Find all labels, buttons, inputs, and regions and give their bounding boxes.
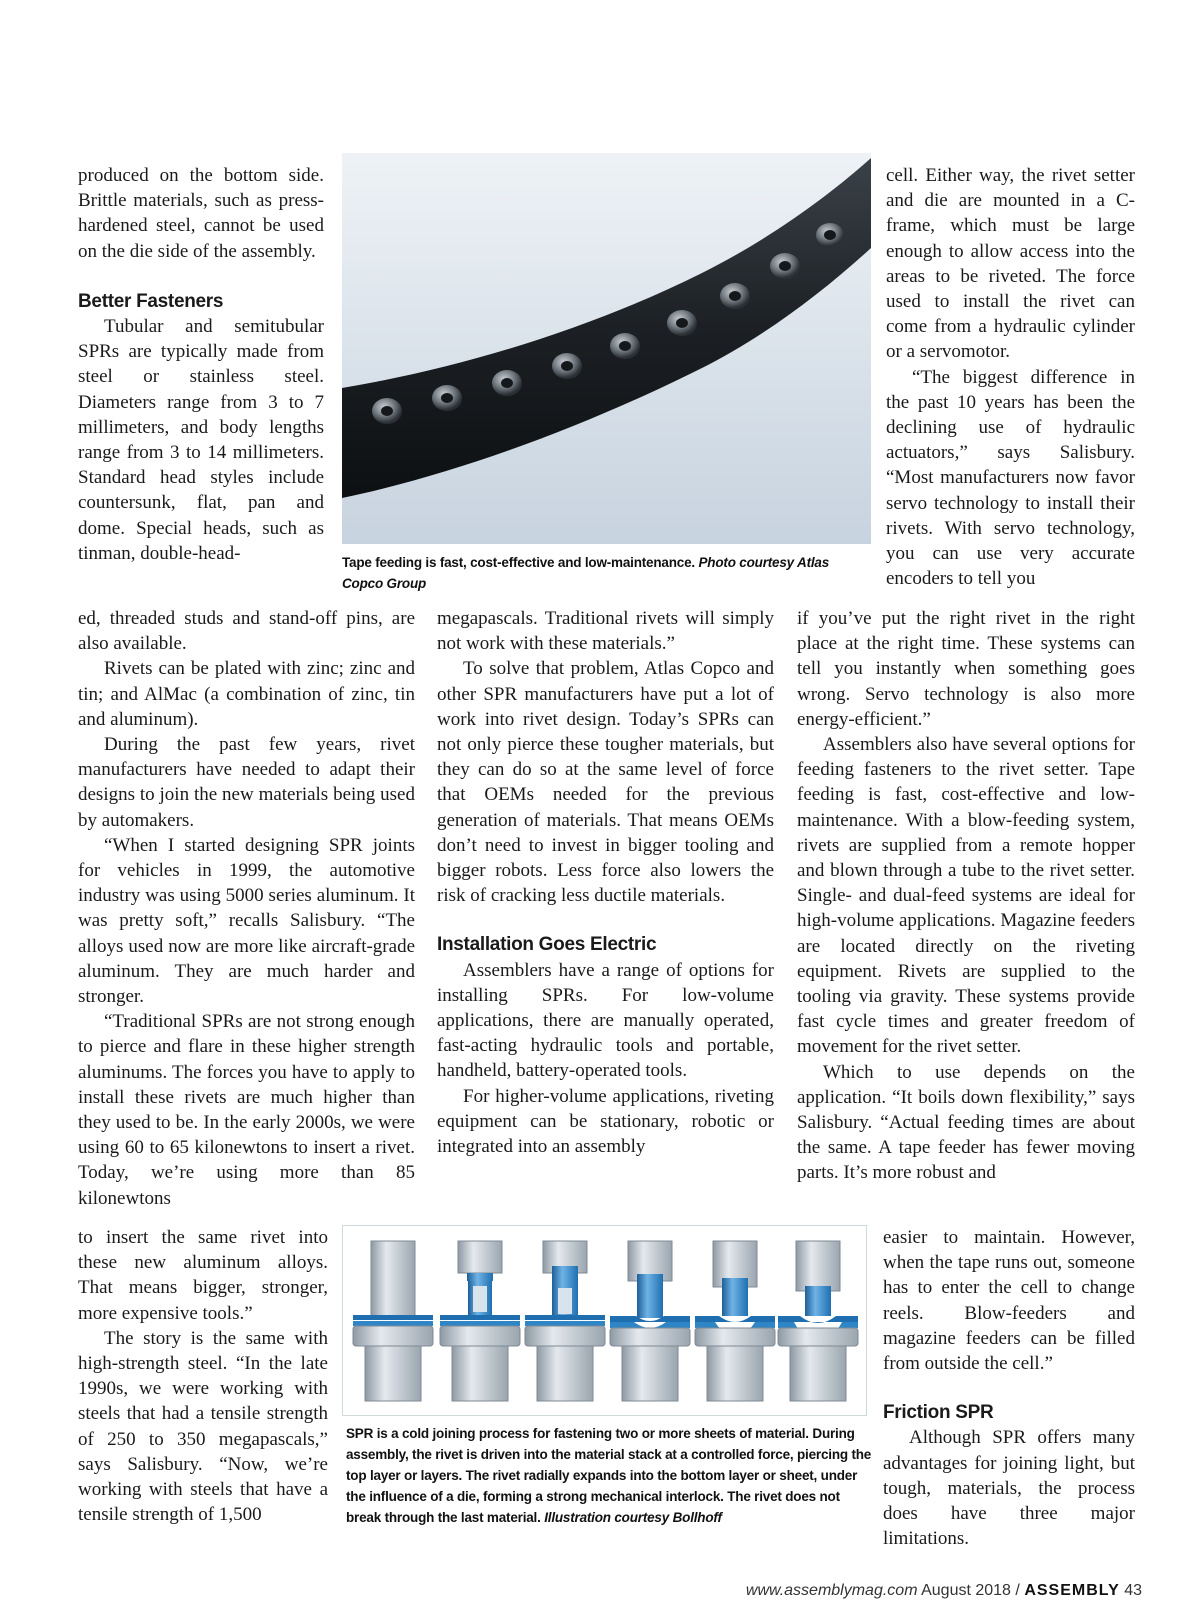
spr-diagram-icon [343,1226,866,1415]
body-paragraph: “When I started designing SPR joints for vehicles in 1999, the automotive industry was using 5000 series aluminum. It was pretty soft,” recalls Salisbury. “The alloys used now are more like aircraft-grade aluminum. They are much harder and stronger. [78,834,415,1008]
body-paragraph: if you’ve put the right rivet in the right place at the right time. These systems can tell you instantly when something goes wrong. Servo technology is also more energy-efficient.” [797,608,1135,730]
stage-4 [610,1241,690,1401]
body-paragraph: “Traditional SPRs are not strong enough to pierce and flare in these higher strength aluminums. The forces you have to apply to install these rivets are much higher than they used to be. In the early 2000s, we were using 60 to 65 kilonewtons to insert a rivet. Today, we’re using more than 85 kilonewtons [78,1011,415,1209]
column1-top [78,163,324,566]
column3-middle [797,606,1135,1186]
body-paragraph: To solve that problem, Atlas Copco and other SPR manufacturers have put a lot of work into rivet design. Today’s SPRs can not only pierce these tougher materials, but they can do so at the same level of force that OEMs needed for the previous generation of materials. That means OEMs don’t need to invest in bigger tooling and bigger robots. Less force also lowers the risk of cracking less ductile materials. [437,658,774,907]
subhead-better-fasteners: Better Fasteners [78,290,224,312]
body-paragraph: For higher-volume applications, riveting equipment can be stationary, robotic or integrated into an assembly [437,1085,774,1158]
subhead-installation: Installation Goes Electric [437,934,657,956]
body-paragraph: The story is the same with high-strength steel. “In the late 1990s, we were working with steels that had a tensile strength of 250 to 350 megapascals,” says Salisbury. “Now, we’re working with steels that have a tensile strength of 1,500 [78,1327,328,1526]
column3-top [886,163,1135,591]
body-paragraph: Tubular and semitubular SPRs are typically made from steel or stainless steel. Diameters range from 3 to 7 millimeters, and body lengths range from 3 to 14 millimeters. Standard head styles include countersunk, flat, pan and dome. Special heads, such as tinman, double-head- [78,316,324,564]
body-paragraph: Which to use depends on the application. “It boils down flexibility,” says Salisbury. “Actual feeding times are about the same. A tape feeder has fewer moving parts. It’s more robust and [797,1061,1135,1184]
body-paragraph: easier to maintain. However, when the tape runs out, someone has to enter the cell to change reels. Blow-feeders and magazine feeders can be filled from outside the cell.” [883,1227,1135,1375]
photo-caption-text: Tape feeding is fast, cost-effective and low-maintenance. [342,555,695,570]
footer-magazine: ASSEMBLY [1024,1582,1120,1599]
column1-bottom [78,1225,328,1527]
body-paragraph: to insert the same rivet into these new aluminum alloys. That means bigger, stronger, more expensive tools.” [78,1227,328,1324]
stage-6 [778,1241,858,1401]
page-footer [746,1582,1142,1600]
body-paragraph: produced on the bottom side. Brittle materials, such as press-hardened steel, cannot be used on the die side of the assembly. [78,165,324,262]
body-paragraph: Assemblers also have several options for feeding fasteners to the rivet setter. Tape feeding is fast, cost-effective and low-maintenance. With a blow-feeding system, rivets are supplied from a remote hopper and blown through a tube to the rivet setter. Single- and dual-feed systems are ideal for high-volume applications. Magazine feeders are located directly on the riveting equipment. Rivets are supplied to the tooling via gravity. These systems provide fast cycle times and greater freedom of movement for the rivet setter. [797,734,1135,1058]
stage-1 [353,1241,433,1401]
illustration-caption-text: SPR is a cold joining process for fastening two or more sheets of material. During assembly, the rivet is driven into the material stack at a controlled force, piercing the top layer or layers. The rivet radially expands into the bottom layer or sheet, under the influence of a die, forming a strong mechanical interlock. The rivet does not break through the last material. [346,1426,872,1525]
photo-caption-credit: Photo courtesy Atlas Copco Group [342,555,830,591]
body-paragraph: Rivets can be plated with zinc; zinc and tin; and AlMac (a combination of zinc, tin and aluminum). [78,658,415,730]
column1-middle [78,606,415,1211]
body-paragraph: “The biggest difference in the past 10 years has been the declining use of hydraulic actuators,” says Salisbury. “Most manufacturers now favor servo technology to install their rivets. With servo technology, you can use very accurate encoders to tell you [886,366,1135,590]
illustration-caption-credit: Illustration courtesy Bollhoff [544,1510,722,1525]
page-number: 43 [1124,1582,1142,1599]
subhead-friction-spr: Friction SPR [883,1402,994,1424]
body-paragraph: Although SPR offers many advantages for joining light, but tough, materials, the process does have three major limitations. [883,1427,1135,1550]
body-paragraph: Assemblers have a range of options for installing SPRs. For low-volume applications, there are manually operated, fast-acting hydraulic tools and portable, handheld, battery-operated tools. [437,959,774,1082]
body-paragraph: megapascals. Traditional rivets will simply not work with these materials.” [437,608,774,655]
column3-bottom [883,1225,1135,1551]
body-paragraph: cell. Either way, the rivet setter and die are mounted in a C-frame, which must be large enough to allow access into the areas to be riveted. The force used to install the rivet can come from a hydraulic cylinder or a servomotor. [886,165,1135,363]
body-paragraph: During the past few years, rivet manufacturers have needed to adapt their designs to join the new materials being used by automakers. [78,734,415,831]
photo-caption [342,552,862,594]
stage-3 [525,1241,605,1401]
body-paragraph: ed, threaded studs and stand-off pins, are also available. [78,608,415,655]
footer-website: www.assemblymag.com [745,1582,918,1599]
stage-5 [695,1241,775,1401]
photo-icon [342,153,871,544]
column2 [437,606,774,1159]
rivet-tape-photo [342,153,871,544]
spr-process-illustration [342,1225,867,1416]
stage-2 [440,1241,520,1401]
illustration-caption [346,1423,874,1528]
footer-date: August 2018 [921,1582,1011,1599]
footer-separator: / [1015,1582,1020,1599]
